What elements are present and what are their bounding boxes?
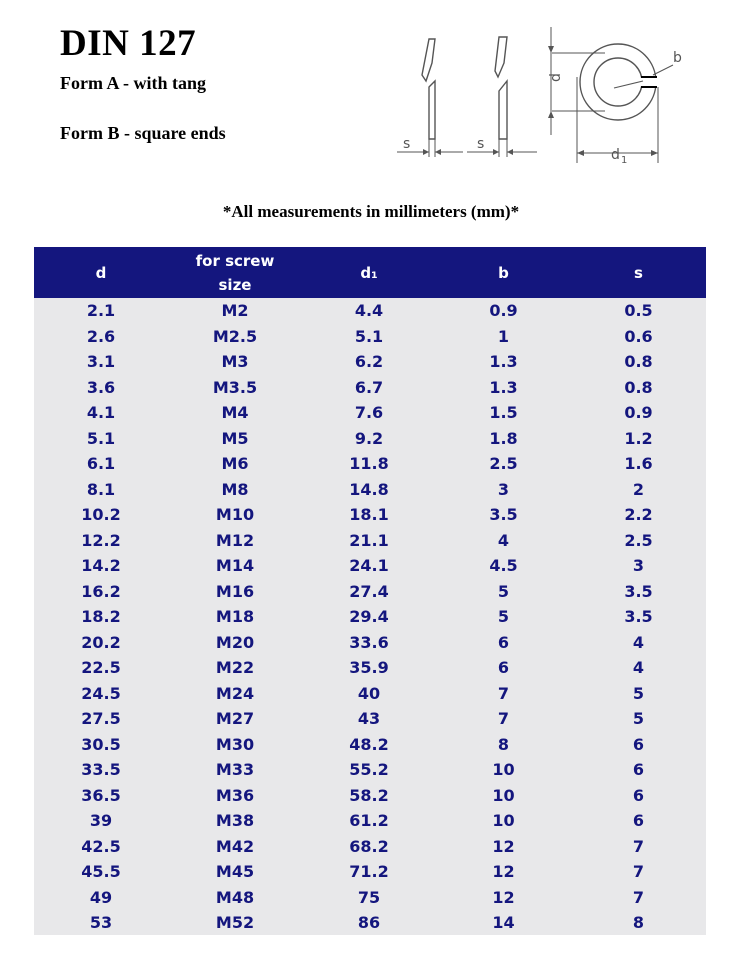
cell-d1: 21.1	[349, 530, 389, 550]
cell-screw-size: M45	[215, 862, 255, 881]
table-row	[34, 910, 706, 936]
cell-s: 4	[632, 632, 645, 652]
table-row	[34, 579, 706, 605]
cell-s: 1.2	[624, 428, 653, 448]
cell-d1: 4.4	[354, 301, 384, 320]
cell-b: 5	[497, 581, 510, 601]
cell-d1: 9.2	[354, 428, 384, 448]
cell-d: 33.5	[81, 760, 121, 779]
cell-screw-size: M16	[215, 581, 255, 601]
cell-d1: 86	[357, 913, 381, 932]
table-row	[34, 324, 706, 350]
cell-screw-size: M38	[215, 811, 255, 830]
cell-screw-size: M24	[215, 683, 255, 703]
cell-screw-size: M30	[215, 734, 255, 754]
cell-d1: 5.1	[354, 326, 384, 346]
cell-d1: 58.2	[349, 785, 389, 805]
cell-d1: 6.2	[354, 352, 384, 371]
cell-b: 10	[492, 760, 515, 779]
cell-b: 4.5	[489, 556, 518, 575]
cell-d: 3.6	[86, 377, 116, 397]
cell-screw-size: M42	[215, 836, 255, 856]
cell-b: 5	[497, 607, 510, 626]
cell-s: 2	[632, 479, 645, 499]
table-row	[34, 757, 706, 783]
cell-d1: 71.2	[349, 862, 389, 881]
cell-d1: 68.2	[349, 836, 389, 856]
cell-s: 6	[632, 811, 645, 830]
cell-screw-size: M6	[221, 454, 249, 473]
table-row	[34, 553, 706, 579]
cell-b: 1.3	[489, 352, 518, 371]
header-d: d	[95, 263, 107, 282]
cell-s: 3	[632, 556, 645, 575]
cell-d1: 18.1	[349, 505, 389, 524]
table-row	[34, 375, 706, 401]
cell-d: 30.5	[81, 734, 121, 754]
cell-s: 0.9	[624, 403, 653, 422]
cell-screw-size: M4	[221, 403, 249, 422]
header-screw-size: for screw size	[195, 251, 275, 294]
cell-s: 7	[632, 836, 645, 856]
cell-d: 24.5	[81, 683, 121, 703]
cell-b: 0.9	[489, 301, 518, 320]
form-a-label: Form A - with tang	[60, 73, 206, 93]
header-d1: d₁	[360, 263, 378, 282]
form-a-profile-top	[422, 39, 435, 81]
cell-screw-size: M8	[221, 479, 249, 499]
table-row	[34, 681, 706, 707]
form-b-profile-top	[495, 37, 507, 77]
cell-d: 18.2	[81, 607, 121, 626]
cell-d: 16.2	[81, 581, 121, 601]
table-row	[34, 783, 706, 809]
cell-s: 0.6	[624, 326, 653, 346]
cell-s: 1.6	[624, 454, 653, 473]
cell-d: 3.1	[86, 352, 116, 371]
cell-d: 22.5	[81, 658, 121, 677]
cell-s: 0.8	[624, 377, 653, 397]
cell-d: 8.1	[86, 479, 116, 499]
table-row	[34, 885, 706, 911]
table-row	[34, 732, 706, 758]
cell-b: 4	[497, 530, 510, 550]
cell-s: 6	[632, 785, 645, 805]
cell-d1: 61.2	[349, 811, 389, 830]
cell-screw-size: M48	[215, 887, 255, 907]
cell-d1: 35.9	[349, 658, 389, 677]
cell-screw-size: M22	[215, 658, 255, 677]
measurement-note: *All measurements in millimeters (mm)*	[222, 202, 520, 221]
cell-b: 12	[492, 887, 515, 907]
cell-d1: 55.2	[349, 760, 389, 779]
cell-d: 53	[89, 913, 113, 932]
cell-d: 39	[89, 811, 113, 830]
cell-d1: 33.6	[349, 632, 389, 652]
cell-b: 7	[497, 683, 510, 703]
cell-d1: 11.8	[349, 454, 389, 473]
cell-s: 6	[632, 760, 645, 779]
table-row	[34, 477, 706, 503]
cell-s: 7	[632, 887, 645, 907]
table-row	[34, 528, 706, 554]
cell-s: 2.5	[624, 530, 653, 550]
table-header-row	[34, 247, 706, 298]
cell-s: 7	[632, 862, 645, 881]
cell-screw-size: M52	[215, 913, 255, 932]
header-s: s	[634, 263, 643, 282]
table-row	[34, 630, 706, 656]
dim-d-label: d	[548, 73, 564, 82]
cell-d: 2.1	[86, 301, 116, 320]
cell-screw-size: M3	[221, 352, 249, 371]
cell-s: 3.5	[624, 607, 653, 626]
cell-s: 3.5	[624, 581, 653, 601]
table-row	[34, 451, 706, 477]
cell-b: 3	[497, 479, 510, 499]
cell-d: 49	[89, 887, 113, 907]
cell-b: 12	[492, 836, 515, 856]
cell-d: 5.1	[86, 428, 116, 448]
cell-screw-size: M18	[215, 607, 255, 626]
cell-screw-size: M10	[215, 505, 255, 524]
cell-s: 8	[632, 913, 645, 932]
cell-s: 0.5	[624, 301, 653, 320]
cell-d: 14.2	[81, 556, 121, 575]
cell-d1: 24.1	[349, 556, 389, 575]
cell-b: 6	[497, 632, 510, 652]
form-b-profile-bottom	[499, 81, 507, 139]
dim-d1-subscript: 1	[621, 155, 628, 166]
cell-screw-size: M14	[215, 556, 255, 575]
table-row	[34, 400, 706, 426]
cell-b: 7	[497, 709, 510, 728]
dim-s-label-b: s	[477, 136, 485, 152]
cell-screw-size: M2	[221, 301, 249, 320]
cell-screw-size: M36	[215, 785, 255, 805]
dim-d1-label: d	[611, 147, 620, 163]
cell-s: 6	[632, 734, 645, 754]
cell-screw-size: M5	[221, 428, 249, 448]
cell-d: 42.5	[81, 836, 121, 856]
page-title: DIN 127	[60, 23, 197, 64]
cell-screw-size: M3.5	[212, 377, 258, 397]
washer-ring	[580, 44, 659, 120]
cell-b: 8	[497, 734, 510, 754]
header-b: b	[498, 263, 509, 282]
spring-washer-diagram	[385, 15, 700, 175]
cell-screw-size: M27	[215, 709, 255, 728]
cell-screw-size: M20	[215, 632, 255, 652]
cell-b: 2.5	[489, 454, 518, 473]
dim-s-label-a: s	[403, 136, 411, 152]
cell-d1: 14.8	[349, 479, 389, 499]
table-row	[34, 655, 706, 681]
cell-d1: 43	[357, 709, 381, 728]
cell-d1: 75	[357, 887, 381, 907]
table-row	[34, 859, 706, 885]
table-row	[34, 706, 706, 732]
cell-s: 0.8	[624, 352, 653, 371]
cell-b: 3.5	[489, 505, 518, 524]
cell-d: 27.5	[81, 709, 121, 728]
table-row	[34, 808, 706, 834]
table-row	[34, 604, 706, 630]
cell-s: 5	[632, 709, 645, 728]
cell-b: 10	[492, 811, 515, 830]
cell-s: 4	[632, 658, 645, 677]
cell-d: 45.5	[81, 862, 121, 881]
cell-b: 6	[497, 658, 510, 677]
cell-d1: 48.2	[349, 734, 389, 754]
cell-d1: 40	[357, 683, 381, 703]
cell-b: 1.3	[489, 377, 518, 397]
dim-b-label: b	[673, 50, 682, 66]
cell-d: 36.5	[81, 785, 121, 805]
cell-d1: 27.4	[349, 581, 389, 601]
cell-d: 12.2	[81, 530, 121, 550]
cell-s: 2.2	[624, 505, 653, 524]
cell-d1: 6.7	[354, 377, 384, 397]
table-row	[34, 298, 706, 324]
form-b-label: Form B - square ends	[60, 123, 226, 143]
cell-b: 1.8	[489, 428, 518, 448]
cell-s: 5	[632, 683, 645, 703]
cell-b: 10	[492, 785, 515, 805]
cell-d: 2.6	[86, 326, 116, 346]
cell-d1: 29.4	[349, 607, 389, 626]
table-row	[34, 502, 706, 528]
cell-d: 10.2	[81, 505, 121, 524]
dimensions-table	[34, 247, 706, 935]
cell-d: 6.1	[86, 454, 116, 473]
cell-screw-size: M12	[215, 530, 255, 550]
cell-b: 12	[492, 862, 515, 881]
cell-d: 20.2	[81, 632, 121, 652]
cell-b: 14	[492, 913, 515, 932]
cell-b: 1.5	[489, 403, 518, 422]
cell-screw-size: M33	[215, 760, 255, 779]
table-row	[34, 426, 706, 452]
cell-screw-size: M2.5	[212, 326, 258, 346]
table-row	[34, 834, 706, 860]
table-row	[34, 349, 706, 375]
cell-d1: 7.6	[354, 403, 384, 422]
cell-b: 1	[497, 326, 510, 346]
cell-d: 4.1	[86, 403, 116, 422]
form-a-profile-bottom	[429, 81, 435, 139]
